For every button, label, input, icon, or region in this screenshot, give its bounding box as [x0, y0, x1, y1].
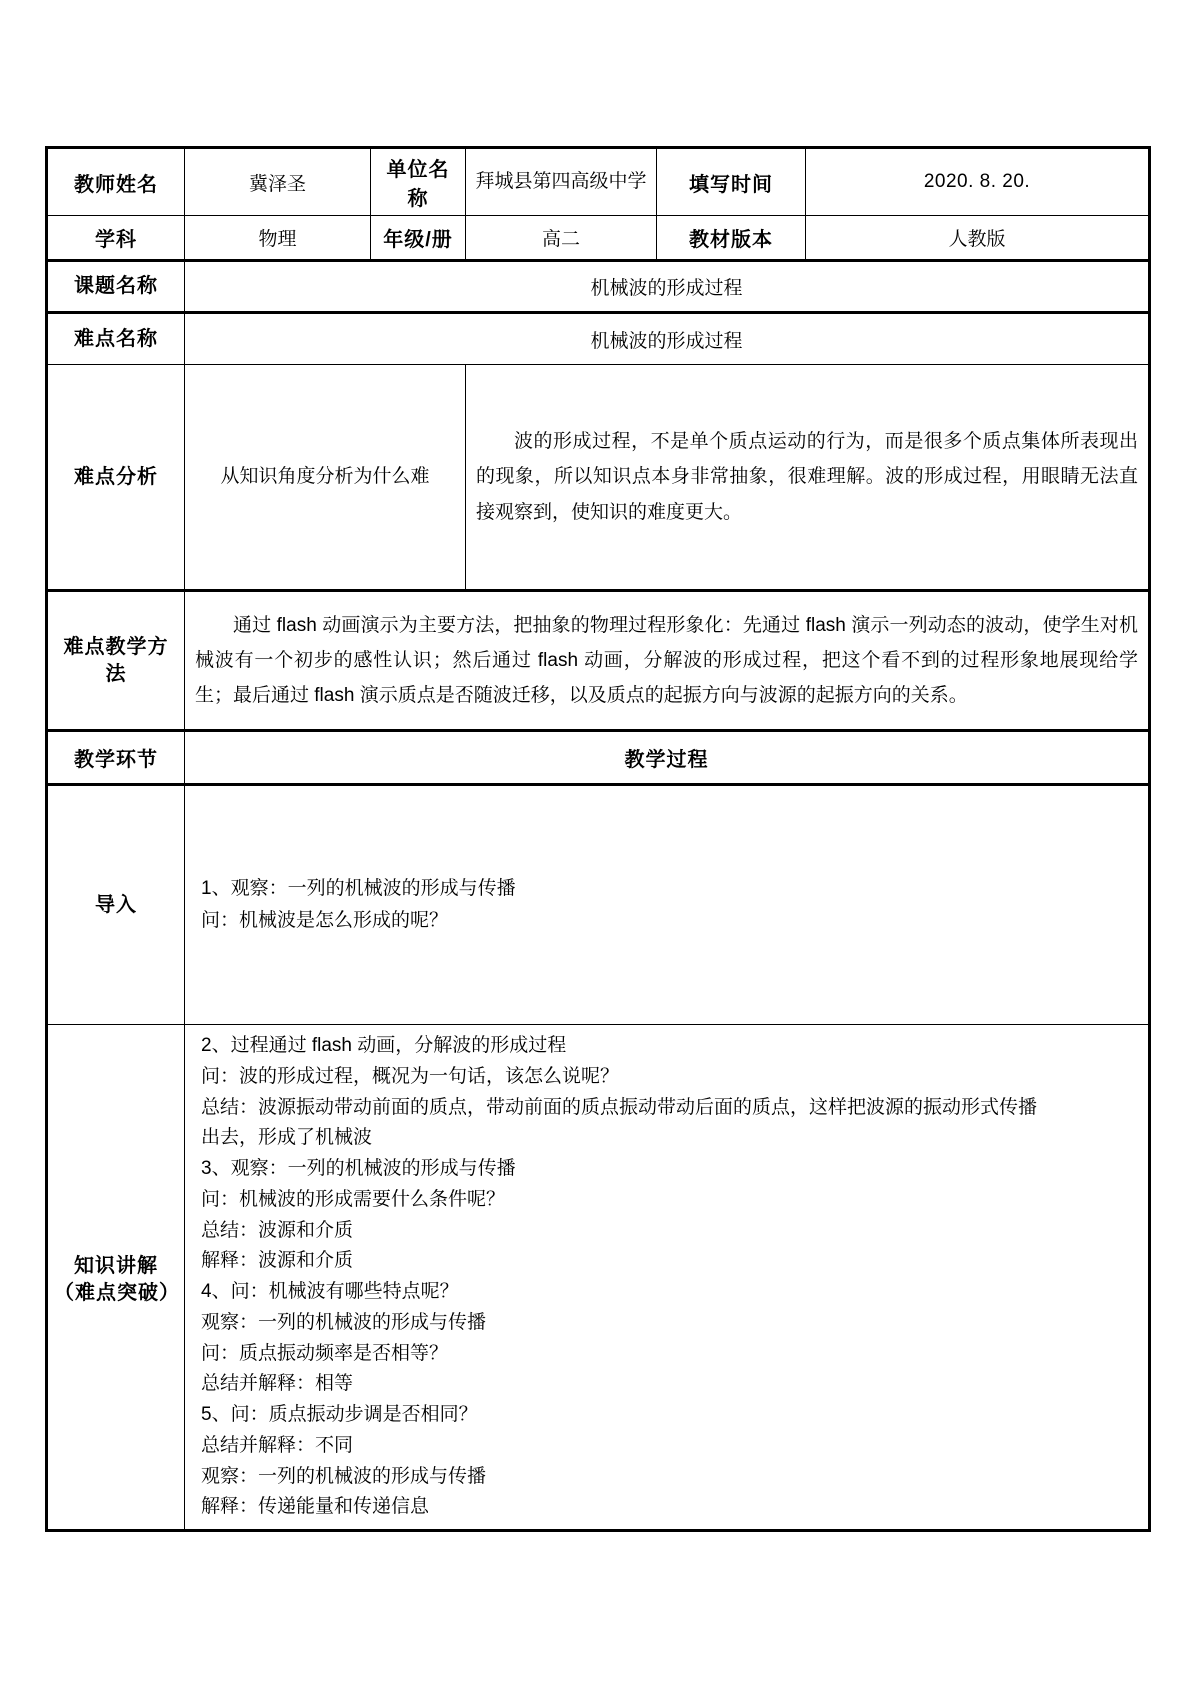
text-line: 观察：一列的机械波的形成与传播	[201, 1311, 487, 1333]
table-row-difficulty-name	[47, 313, 1150, 365]
text-line: 总结并解释：不同	[201, 1434, 354, 1456]
text-line: 总结并解释：相等	[201, 1373, 354, 1395]
textbook-version-value: 人教版	[806, 216, 1150, 261]
topic-name-value: 机械波的形成过程	[185, 261, 1150, 313]
text-line: 问：波的形成过程，概况为一句话，该怎么说呢？	[201, 1065, 620, 1087]
subject-label: 学科	[47, 216, 185, 261]
intro-lines	[193, 867, 1140, 944]
teaching-process-label: 教学过程	[185, 731, 1150, 785]
text-line: 总结：波源和介质	[201, 1219, 354, 1241]
text-line: 解释：传递能量和传递信息	[201, 1496, 430, 1518]
text-line: 问：机械波的形成需要什么条件呢？	[201, 1188, 506, 1210]
text-line: 问：质点振动频率是否相等？	[201, 1342, 449, 1364]
text-line: 5、问：质点振动步调是否相同？	[201, 1404, 478, 1426]
table-row-difficulty-method	[47, 591, 1150, 731]
text-line: 观察：一列的机械波的形成与传播	[201, 1465, 487, 1487]
table-row-teacher-info	[47, 148, 1150, 216]
difficulty-analysis-sublabel: 从知识角度分析为什么难	[185, 365, 466, 591]
text-line: 出去，形成了机械波	[201, 1127, 373, 1149]
knowledge-label	[47, 1025, 185, 1531]
difficulty-method-text: 通过 flash 动画演示为主要方法，把抽象的物理过程形象化：先通过 flash 演示一列动态的波动，使学生对机械波有一个初步的感性认识；然后通过 flash 动画，分解波的形成过程，把这个看不到的过程形象地展现给学生；最后通过 flash 演示质点是否随波迁移，以及质点的起振方向与波源的起振方向的关系。	[195, 614, 1138, 707]
lesson-plan-sheet	[45, 146, 1148, 1532]
text-line: 3、观察：一列的机械波的形成与传播	[201, 1158, 516, 1180]
difficulty-name-value: 机械波的形成过程	[185, 313, 1150, 365]
table-row-knowledge	[47, 1025, 1150, 1531]
teaching-stage-label: 教学环节	[47, 731, 185, 785]
knowledge-label-line1: 知识讲解	[74, 1255, 158, 1278]
difficulty-method-label: 难点教学方法	[47, 591, 185, 731]
table-row-topic	[47, 261, 1150, 313]
difficulty-name-label: 难点名称	[47, 313, 185, 365]
unit-name-label: 单位名称	[371, 148, 466, 216]
text-line: 4、问：机械波有哪些特点呢？	[201, 1281, 459, 1303]
knowledge-lines	[193, 1025, 1140, 1529]
teacher-name-value: 冀泽圣	[185, 148, 371, 216]
difficulty-analysis-text: 波的形成过程，不是单个质点运动的行为，而是很多个质点集体所表现出的现象，所以知识点本身非常抽象，很难理解。波的形成过程，用眼睛无法直接观察到，使知识的难度更大。	[476, 431, 1138, 523]
fill-date-label: 填写时间	[657, 148, 806, 216]
knowledge-label-line2: （难点突破）	[54, 1282, 180, 1305]
grade-label: 年级/册	[371, 216, 466, 261]
unit-name-value: 拜城县第四高级中学	[466, 148, 657, 216]
teacher-name-label: 教师姓名	[47, 148, 185, 216]
subject-value: 物理	[185, 216, 371, 261]
topic-name-label: 课题名称	[47, 261, 185, 313]
text-line: 问：机械波是怎么形成的呢？	[201, 910, 449, 931]
table-row-subject-info	[47, 216, 1150, 261]
text-line: 总结：波源振动带动前面的质点，带动前面的质点振动带动后面的质点，这样把波源的振动形式传播	[201, 1096, 1038, 1118]
text-line: 解释：波源和介质	[201, 1250, 354, 1272]
table-row-difficulty-analysis	[47, 365, 1150, 591]
textbook-version-label: 教材版本	[657, 216, 806, 261]
text-line: 1、观察：一列的机械波的形成与传播	[201, 877, 516, 899]
intro-label: 导入	[47, 785, 185, 1025]
fill-date-value: 2020. 8. 20.	[806, 148, 1150, 216]
lesson-plan-table	[45, 146, 1151, 1532]
grade-value: 高二	[466, 216, 657, 261]
difficulty-analysis-label: 难点分析	[47, 365, 185, 591]
text-line: 2、过程通过 flash 动画，分解波的形成过程	[201, 1035, 567, 1056]
table-row-intro	[47, 785, 1150, 1025]
table-row-process-header	[47, 731, 1150, 785]
